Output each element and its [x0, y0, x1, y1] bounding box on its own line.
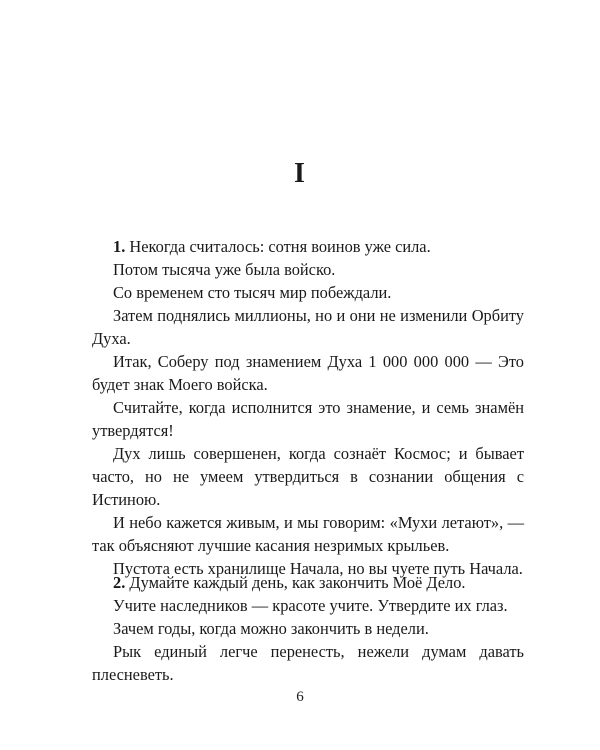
section-number: 2.	[113, 573, 126, 592]
paragraph: Дух лишь совершенен, когда сознаёт Космос; и бывает часто, но не умеем утвердиться в сознании общения с Истиною.	[92, 444, 524, 509]
paragraph: Пустота есть хранилище Начала, но вы чуете путь Начала.	[113, 559, 523, 578]
section-number: 1.	[113, 237, 126, 256]
paragraph: Рык единый легче перенесть, нежели думам давать плесневеть.	[92, 642, 524, 684]
page-number: 6	[296, 689, 304, 705]
paragraph: Потом тысяча уже была войско.	[113, 260, 336, 279]
paragraph	[92, 571, 524, 594]
paragraph: Затем поднялись миллионы, но и они не изменили Орбиту Духа.	[92, 306, 524, 348]
section-1	[92, 235, 524, 580]
paragraph-text: Некогда считалось: сотня воинов уже сила.	[129, 237, 431, 256]
paragraph: И небо кажется живым, и мы говорим: «Мухи летают», — так объясняют лучшие касания незримых крыльев.	[92, 513, 524, 555]
section-2	[92, 571, 524, 686]
paragraph	[92, 235, 524, 258]
paragraph-text: Думайте каждый день, как закончить Моё Дело.	[129, 573, 466, 592]
paragraph: Со временем сто тысяч мир побеждали.	[113, 283, 392, 302]
paragraph: Зачем годы, когда можно закончить в недели.	[113, 619, 429, 638]
paragraph: Учите наследников — красоте учите. Утвердите их глаз.	[113, 596, 508, 615]
paragraph: Считайте, когда исполнится это знамение, и семь знамён утвердятся!	[92, 398, 524, 440]
paragraph: Итак, Соберу под знамением Духа 1 000 000 000 — Это будет знак Моего войска.	[92, 352, 524, 394]
chapter-title: I	[294, 158, 306, 189]
